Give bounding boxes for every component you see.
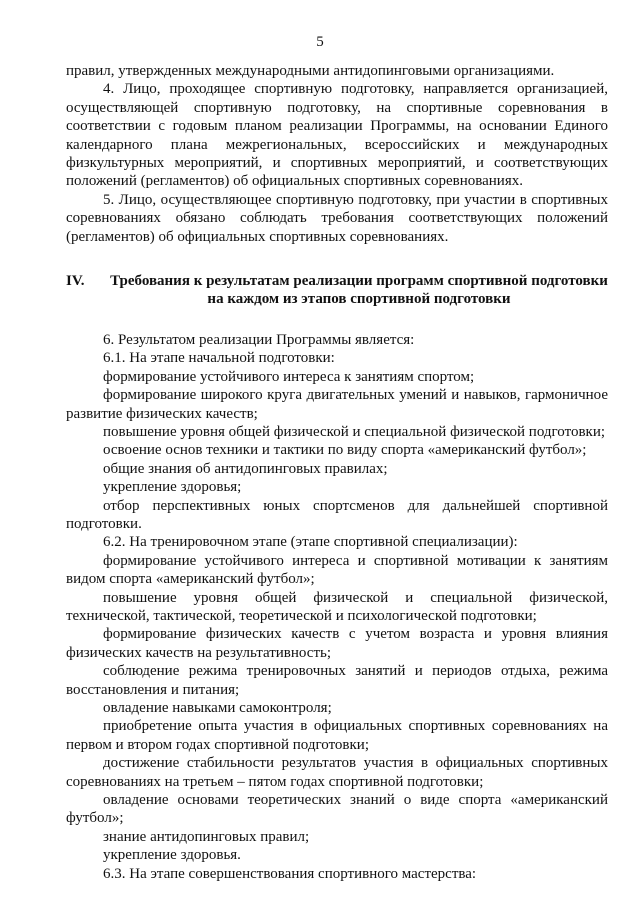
list-item: укрепление здоровья; bbox=[103, 479, 242, 496]
subsection-6-2: 6.2. На тренировочном этапе (этапе спортивной специализации): bbox=[103, 534, 518, 551]
paragraph-6: 6. Результатом реализации Программы является: bbox=[103, 331, 415, 348]
list-item: формирование физических качеств с учетом возраста и уровня влияния физических качеств на результативность; bbox=[66, 626, 608, 661]
section-heading bbox=[66, 272, 608, 309]
list-item: формирование устойчивого интереса к занятиям спортом; bbox=[103, 368, 475, 385]
subsection-6-3: 6.3. На этапе совершенствования спортивного мастерства: bbox=[103, 865, 477, 882]
list-item: освоение основ техники и тактики по виду спорта «американский футбол»; bbox=[103, 442, 587, 459]
paragraph-item-5: 5. Лицо, осуществляющее спортивную подготовку, при участии в спортивных соревнованиях обязано соблюдать требования соответствующих положений (регламентов) об официальных спортивных соревнованиях. bbox=[66, 191, 608, 245]
list-item: формирование устойчивого интереса и спортивной мотивации к занятиям видом спорта «американский футбол»; bbox=[66, 552, 608, 588]
list-item: достижение стабильности результатов участия в официальных спортивных соревнованиях на третьем – пятом годах спортивной подготовки; bbox=[66, 755, 608, 790]
list-item: укрепление здоровья. bbox=[103, 847, 241, 864]
list-item: повышение уровня общей физической и специальной физической подготовки; bbox=[103, 423, 606, 440]
list-item: овладение основами теоретических знаний о виде спорта «американский футбол»; bbox=[66, 792, 608, 827]
paragraph-item-4: 4. Лицо, проходящее спортивную подготовку, направляется организацией, осуществляющей спортивную подготовку, на спортивные соревнования в соответствии с годовым планом реализации Программы, на основании Единого календарного плана межрегиональных, всероссийских и международных физкультурных мероприятий, и спортивных мероприятий, и соответствующих положений (регламентов) об официальных спортивных соревнованиях. bbox=[66, 81, 608, 190]
list-item: отбор перспективных юных спортсменов для дальнейшей спортивной подготовки. bbox=[66, 497, 608, 532]
list-item: общие знания об антидопинговых правилах; bbox=[103, 460, 388, 477]
subsection-6-1: 6.1. На этапе начальной подготовки: bbox=[103, 350, 335, 367]
document-body bbox=[66, 62, 608, 883]
list-item: приобретение опыта участия в официальных спортивных соревнованиях на первом и втором годах спортивной подготовки; bbox=[66, 718, 608, 753]
section-number: IV. bbox=[66, 273, 85, 290]
list-item: формирование широкого круга двигательных умений и навыков, гармоничное развитие физических качеств; bbox=[66, 387, 608, 422]
paragraph-continuation: правил, утвержденных международными антидопинговыми организациями. bbox=[66, 63, 555, 79]
section-title: Требования к результатам реализации программ спортивной подготовки на каждом из этапов спортивной подготовки bbox=[110, 273, 608, 308]
list-item: соблюдение режима тренировочных занятий и периодов отдыха, режима восстановления и питания; bbox=[66, 663, 608, 698]
page-number: 5 bbox=[316, 34, 324, 50]
list-item: знание антидопинговых правил; bbox=[103, 828, 310, 845]
list-item: овладение навыками самоконтроля; bbox=[103, 700, 332, 716]
list-item: повышение уровня общей физической и специальной физической, технической, тактической, теоретической и психологической подготовки; bbox=[66, 589, 608, 624]
